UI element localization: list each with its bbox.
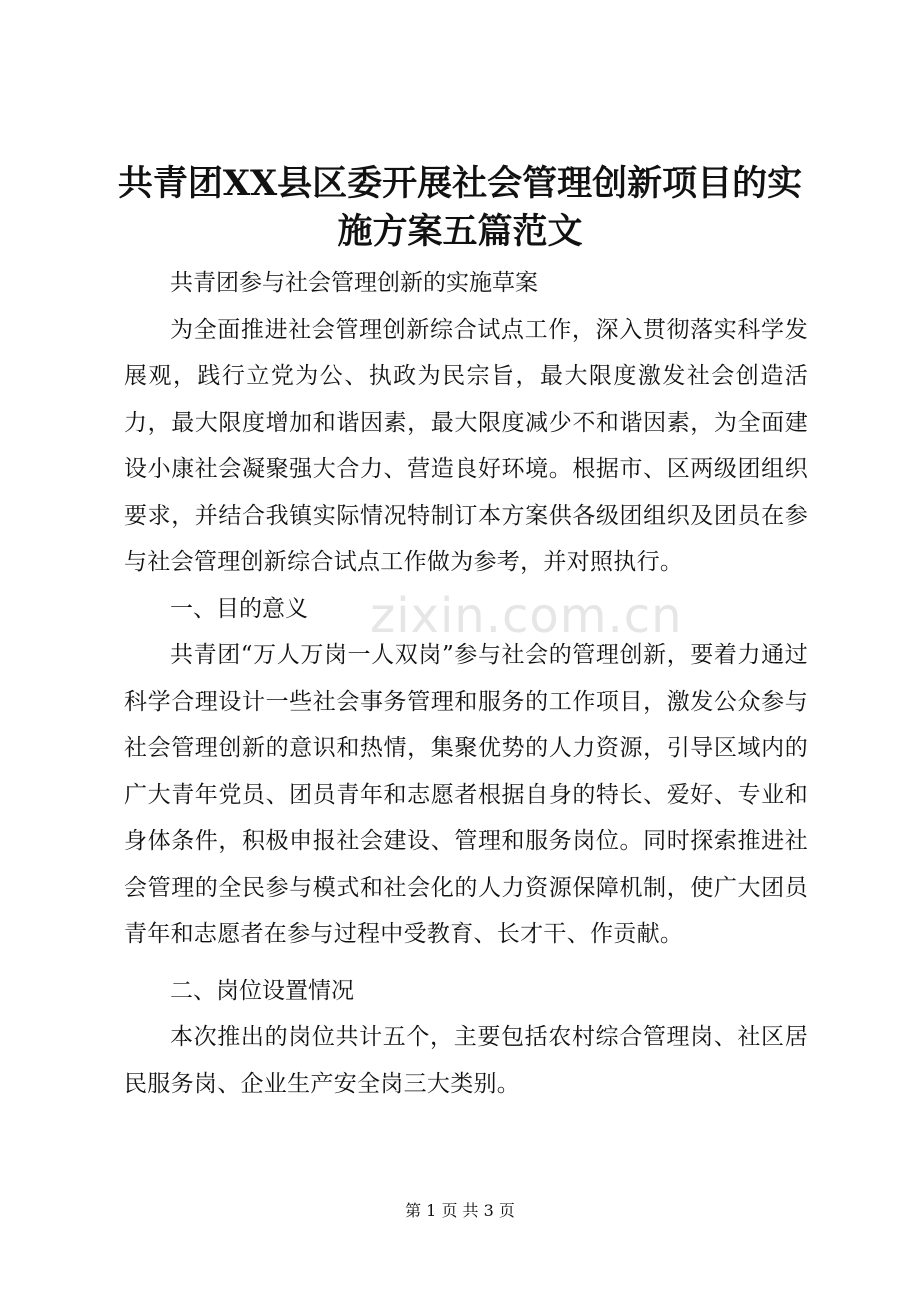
document-subtitle: 共青团参与社会管理创新的实施草案 <box>170 270 538 296</box>
intro-paragraph: 为全面推进社会管理创新综合试点工作，深入贯彻落实科学发展观，践行立党为公、执政为民宗旨，最大限度激发社会创造活力，最大限度增加和谐因素，最大限度减少不和谐因素，为全面建设小康社会凝聚强大合力、营造良好环境。根据市、区两级团组织要求，并结合我镇实际情况特制订本方案供各级团组织及团员在参与社会管理创新综合试点工作做为参考，并对照执行。 <box>124 316 808 575</box>
document-body <box>124 260 808 1107</box>
document-title <box>100 160 820 256</box>
section-2-paragraph: 本次推出的岗位共计五个，主要包括农村综合管理岗、社区居民服务岗、企业生产安全岗三大类别。 <box>124 1024 808 1097</box>
section-1-heading: 一、目的意义 <box>170 595 308 622</box>
title-line-1: 共青团XX县区委开展社会管理创新项目的实 <box>117 163 803 204</box>
section-1-paragraph: 共青团“万人万岗一人双岗”参与社会的管理创新，要着力通过科学合理设计一些社会事务管理和服务的工作项目，激发公众参与社会管理创新的意识和热情，集聚优势的人力资源，引导区域内的广大青年党员、团员青年和志愿者根据自身的特长、爱好、专业和身体条件，积极申报社会建设、管理和服务岗位。同时探索推进社会管理的全民参与模式和社会化的人力资源保障机制，使广大团员青年和志愿者在参与过程中受教育、长才干、作贡献。 <box>124 642 808 947</box>
section-2-heading: 二、岗位设置情况 <box>170 977 354 1004</box>
title-line-2: 施方案五篇范文 <box>337 211 583 252</box>
page-footer: 第 1 页 共 3 页 <box>405 1201 515 1220</box>
watermark: zixin.com.cn <box>370 588 683 644</box>
